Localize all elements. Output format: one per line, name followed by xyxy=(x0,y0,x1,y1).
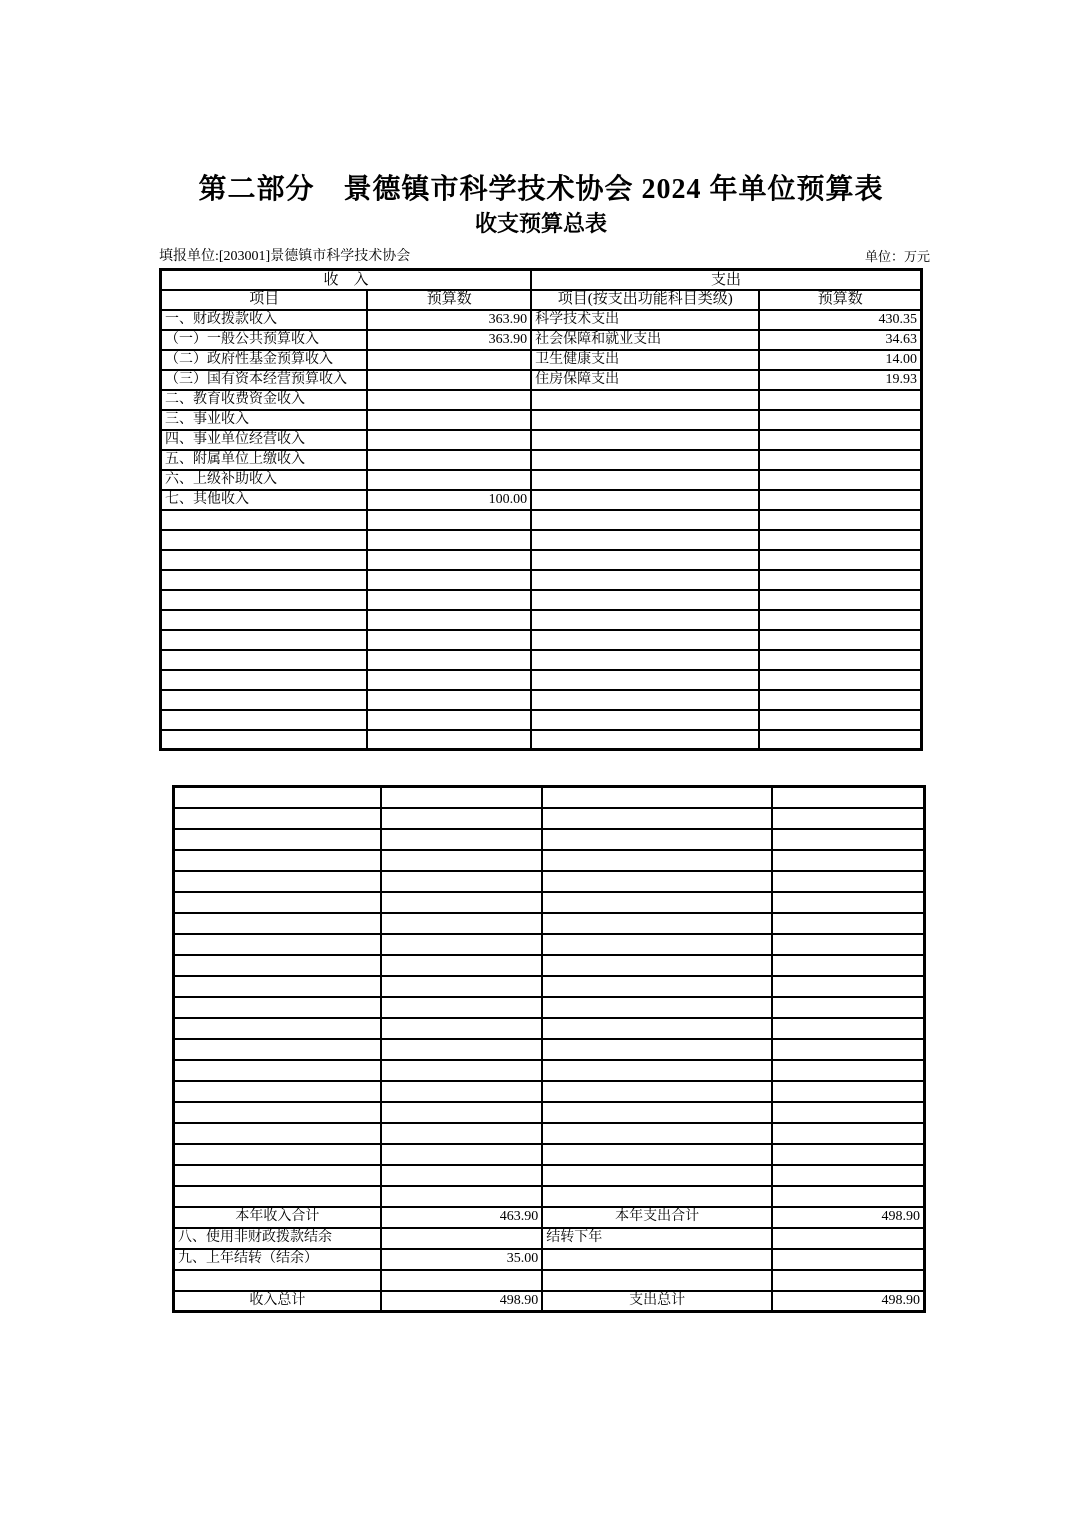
cell xyxy=(174,1060,381,1081)
cell: 363.90 xyxy=(367,310,531,330)
table-row xyxy=(174,1207,925,1228)
income-expenditure-table-continued xyxy=(172,785,926,1313)
table-meta-row xyxy=(159,245,930,265)
cell xyxy=(174,1081,381,1102)
cell xyxy=(161,730,368,750)
cell xyxy=(367,690,531,710)
cell xyxy=(772,1186,924,1207)
table-row xyxy=(174,787,925,808)
cell xyxy=(381,829,542,850)
cell: 六、上级补助收入 xyxy=(161,470,368,490)
cell xyxy=(381,871,542,892)
table-row xyxy=(174,1186,925,1207)
cell xyxy=(161,570,368,590)
table-row xyxy=(161,670,922,690)
table-row xyxy=(161,410,922,430)
cell xyxy=(759,470,921,490)
cell xyxy=(381,1144,542,1165)
cell xyxy=(772,1270,924,1291)
table-row xyxy=(161,430,922,450)
cell xyxy=(161,650,368,670)
unit-note: 单位：万元 xyxy=(864,249,930,264)
cell xyxy=(772,976,924,997)
continuation-table-body xyxy=(174,787,925,1312)
cell xyxy=(759,550,921,570)
col-header-income-budget: 预算数 xyxy=(367,290,531,310)
cell xyxy=(367,470,531,490)
cell xyxy=(531,410,759,430)
table-row xyxy=(161,350,922,370)
table-row xyxy=(174,892,925,913)
cell xyxy=(161,670,368,690)
cell xyxy=(772,892,924,913)
cell xyxy=(367,650,531,670)
table-row xyxy=(174,1228,925,1249)
cell xyxy=(161,610,368,630)
cell: 363.90 xyxy=(367,330,531,350)
cell xyxy=(772,1144,924,1165)
table-row xyxy=(174,997,925,1018)
cell xyxy=(542,955,772,976)
cell xyxy=(381,1228,542,1249)
cell xyxy=(381,1270,542,1291)
cell xyxy=(381,955,542,976)
cell: 四、事业单位经营收入 xyxy=(161,430,368,450)
cell xyxy=(174,997,381,1018)
cell xyxy=(174,1102,381,1123)
cell xyxy=(531,690,759,710)
cell xyxy=(542,829,772,850)
cell: （二）政府性基金预算收入 xyxy=(161,350,368,370)
cell: 463.90 xyxy=(381,1207,542,1228)
cell xyxy=(381,976,542,997)
cell xyxy=(759,690,921,710)
cell xyxy=(367,390,531,410)
table-row xyxy=(174,1249,925,1270)
cell xyxy=(772,934,924,955)
table-row xyxy=(174,1165,925,1186)
table-row xyxy=(161,510,922,530)
main-table-body xyxy=(161,310,922,750)
cell: 三、事业收入 xyxy=(161,410,368,430)
cell xyxy=(174,808,381,829)
cell xyxy=(531,430,759,450)
cell xyxy=(759,730,921,750)
table-row xyxy=(161,550,922,570)
table-row xyxy=(174,1018,925,1039)
cell xyxy=(759,490,921,510)
cell xyxy=(367,610,531,630)
table-row xyxy=(161,490,922,510)
cell xyxy=(542,892,772,913)
cell xyxy=(772,1081,924,1102)
cell xyxy=(772,871,924,892)
cell xyxy=(531,450,759,470)
cell xyxy=(174,1123,381,1144)
table-row xyxy=(174,934,925,955)
cell: 七、其他收入 xyxy=(161,490,368,510)
cell: 35.00 xyxy=(381,1249,542,1270)
cell xyxy=(531,550,759,570)
income-group-header: 收 入 xyxy=(161,270,532,290)
table-row xyxy=(161,310,922,330)
cell xyxy=(542,976,772,997)
cell xyxy=(367,450,531,470)
table-row xyxy=(161,590,922,610)
cell xyxy=(759,630,921,650)
col-header-expenditure-item: 项目(按支出功能科目类级) xyxy=(531,290,759,310)
cell xyxy=(381,1060,542,1081)
cell xyxy=(542,934,772,955)
cell: 34.63 xyxy=(759,330,921,350)
cell xyxy=(174,976,381,997)
cell xyxy=(531,470,759,490)
cell xyxy=(174,829,381,850)
cell xyxy=(772,1018,924,1039)
cell xyxy=(542,1144,772,1165)
group-header-row xyxy=(161,270,922,290)
column-header-row xyxy=(161,290,922,310)
cell xyxy=(542,808,772,829)
cell xyxy=(381,1039,542,1060)
table-row xyxy=(174,871,925,892)
table-row xyxy=(174,1123,925,1144)
table-row xyxy=(161,730,922,750)
table-row xyxy=(174,913,925,934)
table-row xyxy=(161,530,922,550)
table-row xyxy=(174,1270,925,1291)
cell xyxy=(531,630,759,650)
cell xyxy=(381,1018,542,1039)
cell xyxy=(772,1249,924,1270)
cell xyxy=(367,570,531,590)
cell xyxy=(174,871,381,892)
cell xyxy=(542,1018,772,1039)
cell xyxy=(542,997,772,1018)
cell xyxy=(531,590,759,610)
cell xyxy=(381,997,542,1018)
cell xyxy=(772,1123,924,1144)
cell xyxy=(381,1081,542,1102)
cell xyxy=(759,710,921,730)
cell xyxy=(367,350,531,370)
table-row xyxy=(174,808,925,829)
cell xyxy=(531,390,759,410)
cell xyxy=(381,934,542,955)
cell xyxy=(367,730,531,750)
cell xyxy=(759,390,921,410)
cell xyxy=(772,955,924,976)
cell: 本年支出合计 xyxy=(542,1207,772,1228)
cell xyxy=(161,530,368,550)
cell xyxy=(542,871,772,892)
cell xyxy=(759,570,921,590)
cell xyxy=(381,1165,542,1186)
table-row xyxy=(161,390,922,410)
cell xyxy=(367,410,531,430)
cell xyxy=(772,1060,924,1081)
cell xyxy=(174,1186,381,1207)
cell: 498.90 xyxy=(772,1291,924,1312)
cell xyxy=(542,787,772,808)
cell xyxy=(161,510,368,530)
cell xyxy=(542,1081,772,1102)
cell: 19.93 xyxy=(759,370,921,390)
cell xyxy=(772,997,924,1018)
cell xyxy=(174,1270,381,1291)
cell xyxy=(772,913,924,934)
table-row xyxy=(174,1060,925,1081)
cell xyxy=(531,490,759,510)
table-row xyxy=(174,829,925,850)
cell xyxy=(367,670,531,690)
table-row xyxy=(161,650,922,670)
cell xyxy=(161,590,368,610)
cell: 一、财政拨款收入 xyxy=(161,310,368,330)
cell xyxy=(531,530,759,550)
table-row xyxy=(174,955,925,976)
cell xyxy=(381,1102,542,1123)
cell xyxy=(772,1165,924,1186)
cell: 498.90 xyxy=(381,1291,542,1312)
table-row xyxy=(161,450,922,470)
table-row xyxy=(174,850,925,871)
cell xyxy=(759,650,921,670)
table-row xyxy=(174,1081,925,1102)
cell xyxy=(367,510,531,530)
cell xyxy=(174,850,381,871)
page-title: 第二部分 景德镇市科学技术协会 2024 年单位预算表 xyxy=(198,174,884,205)
cell: 住房保障支出 xyxy=(531,370,759,390)
cell xyxy=(174,934,381,955)
table-row xyxy=(174,1039,925,1060)
cell xyxy=(531,650,759,670)
cell xyxy=(531,570,759,590)
cell xyxy=(531,670,759,690)
cell: 430.35 xyxy=(759,310,921,330)
cell: 14.00 xyxy=(759,350,921,370)
cell xyxy=(542,1123,772,1144)
cell: 九、上年结转（结余） xyxy=(174,1249,381,1270)
cell xyxy=(759,610,921,630)
cell xyxy=(367,550,531,570)
cell xyxy=(542,1270,772,1291)
cell xyxy=(161,710,368,730)
cell xyxy=(759,590,921,610)
cell xyxy=(759,530,921,550)
cell xyxy=(759,450,921,470)
cell xyxy=(531,610,759,630)
cell xyxy=(381,1123,542,1144)
cell xyxy=(542,1165,772,1186)
cell xyxy=(531,510,759,530)
cell: 收入总计 xyxy=(174,1291,381,1312)
cell: （一）一般公共预算收入 xyxy=(161,330,368,350)
cell xyxy=(772,1039,924,1060)
cell xyxy=(174,913,381,934)
income-expenditure-table xyxy=(159,268,923,751)
cell xyxy=(542,850,772,871)
report-unit-label: 填报单位:[203001]景德镇市科学技术协会 xyxy=(159,249,411,264)
cell: 科学技术支出 xyxy=(531,310,759,330)
cell: 498.90 xyxy=(772,1207,924,1228)
cell xyxy=(542,1249,772,1270)
table-row xyxy=(174,976,925,997)
cell: 社会保障和就业支出 xyxy=(531,330,759,350)
cell xyxy=(542,913,772,934)
cell xyxy=(174,1144,381,1165)
cell xyxy=(772,1102,924,1123)
cell xyxy=(531,730,759,750)
cell xyxy=(542,1039,772,1060)
cell xyxy=(381,1186,542,1207)
cell: 100.00 xyxy=(367,490,531,510)
cell: 结转下年 xyxy=(542,1228,772,1249)
cell xyxy=(174,787,381,808)
table-row xyxy=(161,630,922,650)
cell xyxy=(759,410,921,430)
cell: 二、教育收费资金收入 xyxy=(161,390,368,410)
table-row xyxy=(161,330,922,350)
cell xyxy=(367,710,531,730)
col-header-expenditure-budget: 预算数 xyxy=(759,290,921,310)
table-row xyxy=(161,710,922,730)
cell xyxy=(759,430,921,450)
table-row xyxy=(161,470,922,490)
cell xyxy=(772,1228,924,1249)
cell xyxy=(174,1165,381,1186)
cell: 卫生健康支出 xyxy=(531,350,759,370)
cell xyxy=(367,530,531,550)
page-subtitle: 收支预算总表 xyxy=(474,211,607,236)
expenditure-group-header: 支出 xyxy=(531,270,921,290)
cell: 五、附属单位上缴收入 xyxy=(161,450,368,470)
cell: （三）国有资本经营预算收入 xyxy=(161,370,368,390)
cell xyxy=(542,1102,772,1123)
cell xyxy=(772,808,924,829)
cell xyxy=(381,913,542,934)
cell xyxy=(381,892,542,913)
col-header-income-item: 项目 xyxy=(161,290,368,310)
cell xyxy=(381,850,542,871)
cell xyxy=(381,808,542,829)
cell xyxy=(174,1018,381,1039)
cell: 八、使用非财政拨款结余 xyxy=(174,1228,381,1249)
table-row xyxy=(161,690,922,710)
cell xyxy=(161,690,368,710)
cell xyxy=(759,510,921,530)
cell xyxy=(542,1186,772,1207)
cell xyxy=(542,1060,772,1081)
cell: 支出总计 xyxy=(542,1291,772,1312)
cell xyxy=(174,955,381,976)
table-row xyxy=(174,1144,925,1165)
cell xyxy=(772,850,924,871)
cell xyxy=(367,630,531,650)
table-row xyxy=(161,610,922,630)
cell xyxy=(174,892,381,913)
cell xyxy=(531,710,759,730)
cell xyxy=(367,370,531,390)
cell xyxy=(367,430,531,450)
cell xyxy=(772,829,924,850)
table-row xyxy=(174,1291,925,1312)
cell xyxy=(759,670,921,690)
cell xyxy=(161,630,368,650)
table-row xyxy=(161,370,922,390)
cell: 本年收入合计 xyxy=(174,1207,381,1228)
cell xyxy=(174,1039,381,1060)
cell xyxy=(161,550,368,570)
table-row xyxy=(161,570,922,590)
cell xyxy=(772,787,924,808)
cell xyxy=(381,787,542,808)
table-row xyxy=(174,1102,925,1123)
cell xyxy=(367,590,531,610)
